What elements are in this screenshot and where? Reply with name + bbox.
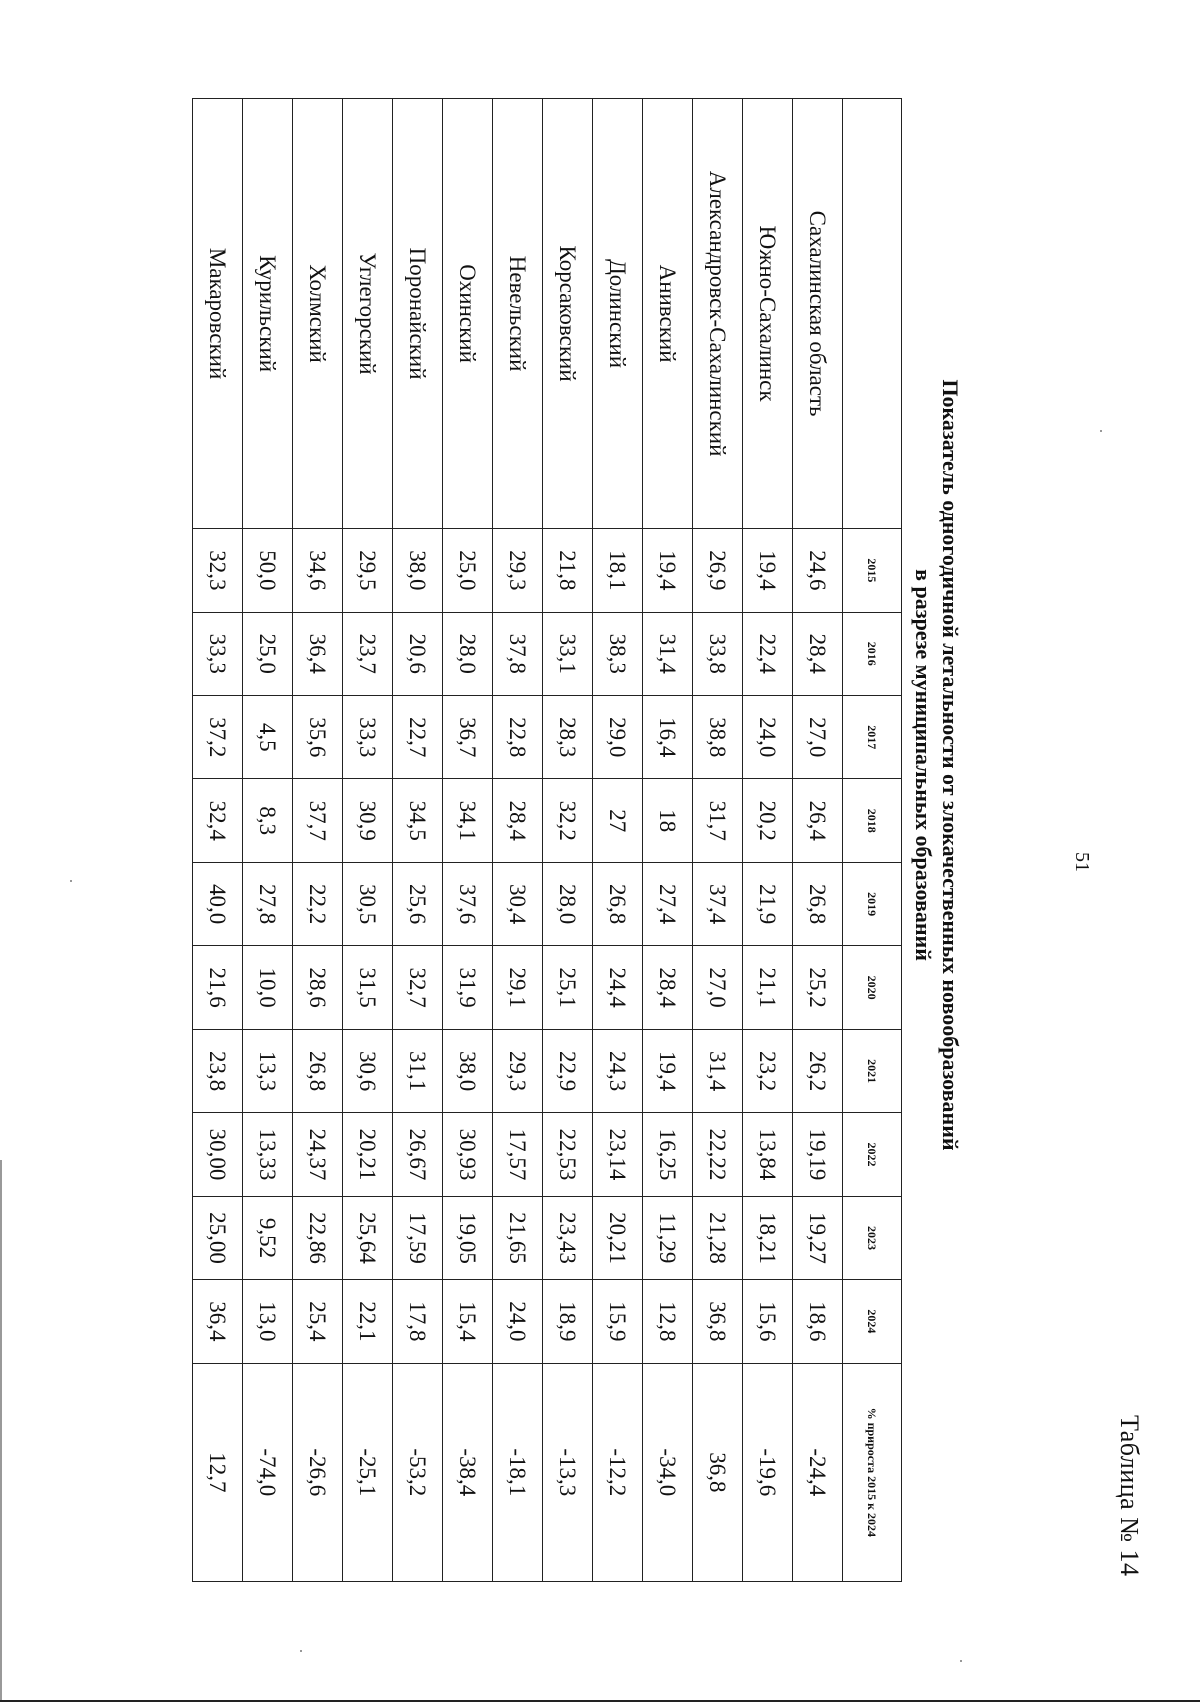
value-cell: 26,8: [793, 862, 843, 945]
value-cell: 26,67: [393, 1113, 443, 1196]
table-row: [193, 99, 243, 1582]
table-row: [593, 99, 643, 1582]
value-cell: 28,6: [293, 946, 343, 1029]
value-cell: 38,8: [693, 696, 743, 779]
value-cell: 21,9: [743, 862, 793, 945]
value-cell: 20,2: [743, 779, 793, 862]
table-row: [693, 99, 743, 1582]
value-cell: 27,0: [693, 946, 743, 1029]
value-cell: 40,0: [193, 862, 243, 945]
scan-speck: [960, 1660, 962, 1662]
value-cell: 28,4: [793, 612, 843, 695]
value-cell: 8,3: [243, 779, 293, 862]
value-cell: 13,33: [243, 1113, 293, 1196]
value-cell: 25,4: [293, 1280, 343, 1363]
table-row: [443, 99, 493, 1582]
value-cell: 22,53: [543, 1113, 593, 1196]
value-cell: 33,8: [693, 612, 743, 695]
value-cell: 4,5: [243, 696, 293, 779]
header-cell-year: 2017: [843, 696, 902, 779]
value-cell: 23,43: [543, 1196, 593, 1279]
value-cell: 22,8: [493, 696, 543, 779]
table-subtitle: в разрезе муниципальных образований: [911, 569, 936, 961]
region-name-cell: Невельский: [493, 99, 543, 529]
value-cell: 28,4: [493, 779, 543, 862]
value-cell: 24,4: [593, 946, 643, 1029]
value-cell: 34,5: [393, 779, 443, 862]
value-cell: 33,3: [193, 612, 243, 695]
value-cell: 18,1: [593, 529, 643, 612]
value-cell: 38,0: [443, 1029, 493, 1112]
value-cell: 21,65: [493, 1196, 543, 1279]
value-cell: 21,6: [193, 946, 243, 1029]
value-cell: 50,0: [243, 529, 293, 612]
region-name-cell: Поронайский: [393, 99, 443, 529]
header-cell-year: 2023: [843, 1196, 902, 1279]
value-cell: 19,05: [443, 1196, 493, 1279]
value-cell: 21,8: [543, 529, 593, 612]
growth-percent-cell: -18,1: [493, 1363, 543, 1581]
value-cell: 37,4: [693, 862, 743, 945]
region-name-cell: Сахалинская область: [793, 99, 843, 529]
value-cell: 27,8: [243, 862, 293, 945]
value-cell: 24,6: [793, 529, 843, 612]
value-cell: 16,4: [643, 696, 693, 779]
table-caption: Таблица № 14: [1115, 1415, 1144, 1577]
scan-speck: [70, 880, 72, 882]
value-cell: 20,6: [393, 612, 443, 695]
region-name-cell: Охинский: [443, 99, 493, 529]
table-row: [743, 99, 793, 1582]
table-row: [493, 99, 543, 1582]
growth-percent-cell: -25,1: [343, 1363, 393, 1581]
value-cell: 22,22: [693, 1113, 743, 1196]
region-name-cell: Анивский: [643, 99, 693, 529]
value-cell: 18,9: [543, 1280, 593, 1363]
value-cell: 33,3: [343, 696, 393, 779]
value-cell: 30,6: [343, 1029, 393, 1112]
value-cell: 25,0: [243, 612, 293, 695]
value-cell: 19,4: [743, 529, 793, 612]
value-cell: 13,3: [243, 1029, 293, 1112]
value-cell: 29,3: [493, 529, 543, 612]
value-cell: 30,5: [343, 862, 393, 945]
header-cell-year: 2020: [843, 946, 902, 1029]
value-cell: 17,59: [393, 1196, 443, 1279]
region-name-cell: Корсаковский: [543, 99, 593, 529]
value-cell: 27: [593, 779, 643, 862]
value-cell: 10,0: [243, 946, 293, 1029]
value-cell: 24,0: [493, 1280, 543, 1363]
value-cell: 22,1: [343, 1280, 393, 1363]
value-cell: 15,9: [593, 1280, 643, 1363]
region-name-cell: Курильский: [243, 99, 293, 529]
value-cell: 29,1: [493, 946, 543, 1029]
value-cell: 18,21: [743, 1196, 793, 1279]
value-cell: 37,6: [443, 862, 493, 945]
header-cell-year: 2021: [843, 1029, 902, 1112]
value-cell: 13,0: [243, 1280, 293, 1363]
value-cell: 24,0: [743, 696, 793, 779]
value-cell: 26,8: [593, 862, 643, 945]
region-name-cell: Александровск-Сахалинский: [693, 99, 743, 529]
value-cell: 26,8: [293, 1029, 343, 1112]
value-cell: 31,7: [693, 779, 743, 862]
region-name-cell: Южно-Сахалинск: [743, 99, 793, 529]
header-cell-year: 2024: [843, 1280, 902, 1363]
value-cell: 32,4: [193, 779, 243, 862]
value-cell: 16,25: [643, 1113, 693, 1196]
growth-percent-cell: -19,6: [743, 1363, 793, 1581]
value-cell: 33,1: [543, 612, 593, 695]
growth-percent-cell: -34,0: [643, 1363, 693, 1581]
region-name-cell: Макаровский: [193, 99, 243, 529]
value-cell: 17,8: [393, 1280, 443, 1363]
value-cell: 24,37: [293, 1113, 343, 1196]
value-cell: 22,2: [293, 862, 343, 945]
growth-percent-cell: -38,4: [443, 1363, 493, 1581]
growth-percent-cell: -12,2: [593, 1363, 643, 1581]
value-cell: 20,21: [343, 1113, 393, 1196]
value-cell: 19,4: [643, 1029, 693, 1112]
value-cell: 15,4: [443, 1280, 493, 1363]
value-cell: 25,1: [543, 946, 593, 1029]
value-cell: 23,7: [343, 612, 393, 695]
header-cell-year: 2015: [843, 529, 902, 612]
scan-speck: [1100, 430, 1102, 432]
header-cell-year: 2022: [843, 1113, 902, 1196]
value-cell: 36,8: [693, 1280, 743, 1363]
growth-percent-cell: -24,4: [793, 1363, 843, 1581]
value-cell: 37,2: [193, 696, 243, 779]
value-cell: 34,6: [293, 529, 343, 612]
value-cell: 27,4: [643, 862, 693, 945]
value-cell: 23,8: [193, 1029, 243, 1112]
value-cell: 32,7: [393, 946, 443, 1029]
value-cell: 22,4: [743, 612, 793, 695]
value-cell: 22,7: [393, 696, 443, 779]
value-cell: 30,9: [343, 779, 393, 862]
region-name-cell: Углегорский: [343, 99, 393, 529]
growth-percent-cell: 12,7: [193, 1363, 243, 1581]
value-cell: 30,93: [443, 1113, 493, 1196]
table-row: [343, 99, 393, 1582]
value-cell: 31,4: [643, 612, 693, 695]
table-row: [793, 99, 843, 1582]
value-cell: 36,4: [293, 612, 343, 695]
value-cell: 31,4: [693, 1029, 743, 1112]
value-cell: 23,14: [593, 1113, 643, 1196]
value-cell: 32,3: [193, 529, 243, 612]
value-cell: 20,21: [593, 1196, 643, 1279]
growth-percent-cell: -26,6: [293, 1363, 343, 1581]
value-cell: 31,5: [343, 946, 393, 1029]
value-cell: 28,0: [543, 862, 593, 945]
value-cell: 29,5: [343, 529, 393, 612]
table-row: [243, 99, 293, 1582]
table-row: [643, 99, 693, 1582]
value-cell: 38,0: [393, 529, 443, 612]
value-cell: 28,0: [443, 612, 493, 695]
value-cell: 28,4: [643, 946, 693, 1029]
value-cell: 25,6: [393, 862, 443, 945]
value-cell: 34,1: [443, 779, 493, 862]
value-cell: 12,8: [643, 1280, 693, 1363]
region-name-cell: Холмский: [293, 99, 343, 529]
value-cell: 31,1: [393, 1029, 443, 1112]
value-cell: 25,00: [193, 1196, 243, 1279]
value-cell: 9,52: [243, 1196, 293, 1279]
value-cell: 25,2: [793, 946, 843, 1029]
value-cell: 37,7: [293, 779, 343, 862]
value-cell: 18,6: [793, 1280, 843, 1363]
value-cell: 22,86: [293, 1196, 343, 1279]
header-cell-growth: % прироста 2015 к 2024: [843, 1363, 902, 1581]
page-number: 51: [1071, 852, 1093, 872]
value-cell: 15,6: [743, 1280, 793, 1363]
header-cell-year: 2018: [843, 779, 902, 862]
value-cell: 21,28: [693, 1196, 743, 1279]
value-cell: 38,3: [593, 612, 643, 695]
mortality-table: [192, 98, 902, 1582]
value-cell: 28,3: [543, 696, 593, 779]
value-cell: 18: [643, 779, 693, 862]
table-title: Показатель одногодичной летальности от злокачественных новообразований: [938, 379, 963, 1151]
table-row: [293, 99, 343, 1582]
value-cell: 36,7: [443, 696, 493, 779]
value-cell: 17,57: [493, 1113, 543, 1196]
value-cell: 25,64: [343, 1196, 393, 1279]
value-cell: 22,9: [543, 1029, 593, 1112]
value-cell: 24,3: [593, 1029, 643, 1112]
value-cell: 30,00: [193, 1113, 243, 1196]
value-cell: 37,8: [493, 612, 543, 695]
value-cell: 19,19: [793, 1113, 843, 1196]
value-cell: 36,4: [193, 1280, 243, 1363]
value-cell: 30,4: [493, 862, 543, 945]
value-cell: 25,0: [443, 529, 493, 612]
value-cell: 27,0: [793, 696, 843, 779]
table-row: [393, 99, 443, 1582]
value-cell: 21,1: [743, 946, 793, 1029]
value-cell: 23,2: [743, 1029, 793, 1112]
value-cell: 31,9: [443, 946, 493, 1029]
growth-percent-cell: -13,3: [543, 1363, 593, 1581]
growth-percent-cell: -74,0: [243, 1363, 293, 1581]
header-cell-year: 2016: [843, 612, 902, 695]
value-cell: 32,2: [543, 779, 593, 862]
header-cell-region: [843, 99, 902, 529]
region-name-cell: Долинский: [593, 99, 643, 529]
value-cell: 11,29: [643, 1196, 693, 1279]
table-row: [543, 99, 593, 1582]
value-cell: 19,27: [793, 1196, 843, 1279]
table-body: [193, 99, 902, 1582]
header-cell-year: 2019: [843, 862, 902, 945]
header-row: [843, 99, 902, 1582]
value-cell: 26,2: [793, 1029, 843, 1112]
value-cell: 35,6: [293, 696, 343, 779]
value-cell: 26,4: [793, 779, 843, 862]
value-cell: 26,9: [693, 529, 743, 612]
growth-percent-cell: 36,8: [693, 1363, 743, 1581]
value-cell: 29,3: [493, 1029, 543, 1112]
value-cell: 13,84: [743, 1113, 793, 1196]
value-cell: 19,4: [643, 529, 693, 612]
growth-percent-cell: -53,2: [393, 1363, 443, 1581]
value-cell: 29,0: [593, 696, 643, 779]
scan-speck: [300, 1650, 302, 1652]
